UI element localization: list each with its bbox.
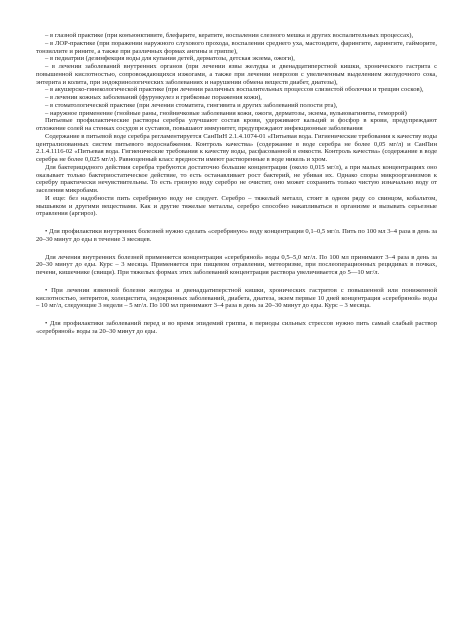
paragraph: • Для профилактики заболеваний перед и во время эпидемий гриппа, в периоды сильных стрессов нужно пить самый слабый раствор «серебряной» воды за 20–30 минут до еды. — [36, 320, 437, 335]
paragraph: Для бактерицидного действия серебра требуются достаточно большие концентрации (около 0,015 мг/л), а при малых концентрациях оно оказывает только бактериостатическое действие, то есть останавливает рост бактерий, не убивая их. Однако споры микроорганизмов к серебру практически нечувствительны. То есть грязную воду серебро не очистит, оно может сохранить только чистую изначально воду от заселения микробами. — [36, 163, 437, 194]
paragraph: Содержание в питьевой воде серебра регламентируется СанПиН 2.1.4.1074-01 «Питьевая вода. Гигиенические требования к качеству воды централизованных систем питьевого водоснабжения. Контроль качества» (содержание в воде серебра не более 0,05 мг/л) и СанПин 2.1.4.1116-02 «Питьевая вода. Гигиенические требования к качеству воды, расфасованной в емкости. Контроль качества» (содержание в воде серебра не более 0,025 мг/л). Равноценный класс вредности имеют растворенные в воде никель и хром. — [36, 132, 437, 163]
paragraph: – в лечении кожных заболеваний (фурункулез и грибковые поражения кожи), — [45, 94, 262, 101]
paragraph: – наружное применение (гнойные раны, гнойничковые заболевания кожи, ожоги, дерматозы, экзема, вульвовагиниты, геморрой) — [45, 109, 407, 117]
paragraph: • При лечении язвенной болезни желудка и двенадцатиперстной кишки, хронических гастритов с повышенной или пониженной кислотностью, энтеритов, холецистита, эндокринных заболеваний, диабета, диатеза, экзем первые 10 дней концентрация «серебряной» воды – 10 мг/л, следующие 3 недели – 5 мг/л. По 100 мл принимают 3–4 раза в день за 20–30 минут до еды. Курс – 3 месяца. — [36, 286, 437, 310]
paragraph: – в стоматологической практике (при лечении стоматита, гингивита и других заболеваний полости рта), — [45, 101, 338, 109]
paragraph: И еще: без надобности пить серебряную воду не следует. Серебро – тяжелый металл, стоит в одном ряду со свинцом, кобальтом, мышьяком и другими веществами. Как и другие тяжелые металлы, серебро способно накапливаться в организме и вызывать серьезные отравления (аргироз). — [36, 194, 437, 218]
paragraph: Для лечения внутренних болезней применяется концентрация «серебряной» воды 0,5–5,0 мг/л. По 100 мл принимают 3–4 раза в день за 20–30 минут до еды. Курс – 3 месяца. Применяется при пищевом отравлении, метеоризме, при послеоперационных рецидивах в почках, печени, кишечнике (свищи). При тяжелых формах этих заболеваний концентрация раствора увеличивается до 5—10 мг/л. — [36, 253, 437, 276]
paragraph: – в педиатрии (дезинфекция воды для купания детей, дерматозы, детская экзема, ожоги), — [45, 55, 295, 63]
paragraph: – в акушерско-гинекологической практике (при лечении различных воспалительных процессов слизистой оболочки и трещин сосков), — [45, 86, 424, 94]
paragraph: – в глазной практике (при конъюнктивите, блефарите, кератите, воспалении слезного мешка и других воспалительных процессах), — [45, 32, 414, 39]
paragraph: Питьевые профилактические растворы серебра улучшают состав крови, удерживают кальций и фосфор в крови, предупреждают отложение солей на стенках сосудов и суставов, повышают иммунитет, предупреждают инфекционные заболевания — [36, 117, 437, 132]
paragraph: – в лечении заболеваний внутренних органов (при лечении язвы желудка и двенадцатиперстной кишки, хронического гастрита с повышенной кислотностью, сопровождающихся изжогами, а также при лечении неврозов с увеличенным выделением желудочного сока, энтерита и колита, при эндокринологических заболеваниях и нарушении обмена веществ диабет, диатезы), — [36, 63, 437, 86]
paragraph: – в ЛОР-практике (при поражении наружного слухового прохода, воспалении среднего уха, мастоидите, фарингите, ларингите, гайморите, тонзиллите и рините, а также при различных формах ангины и гриппе), — [36, 39, 437, 55]
paragraph: • Для профилактики внутренних болезней нужно сделать «серебряную» воду концентрации 0,1–0,5 мг/л. Пить по 100 мл 3–4 раза в день за 20–30 минут до еды в течение 3 месяцев. — [36, 228, 437, 243]
